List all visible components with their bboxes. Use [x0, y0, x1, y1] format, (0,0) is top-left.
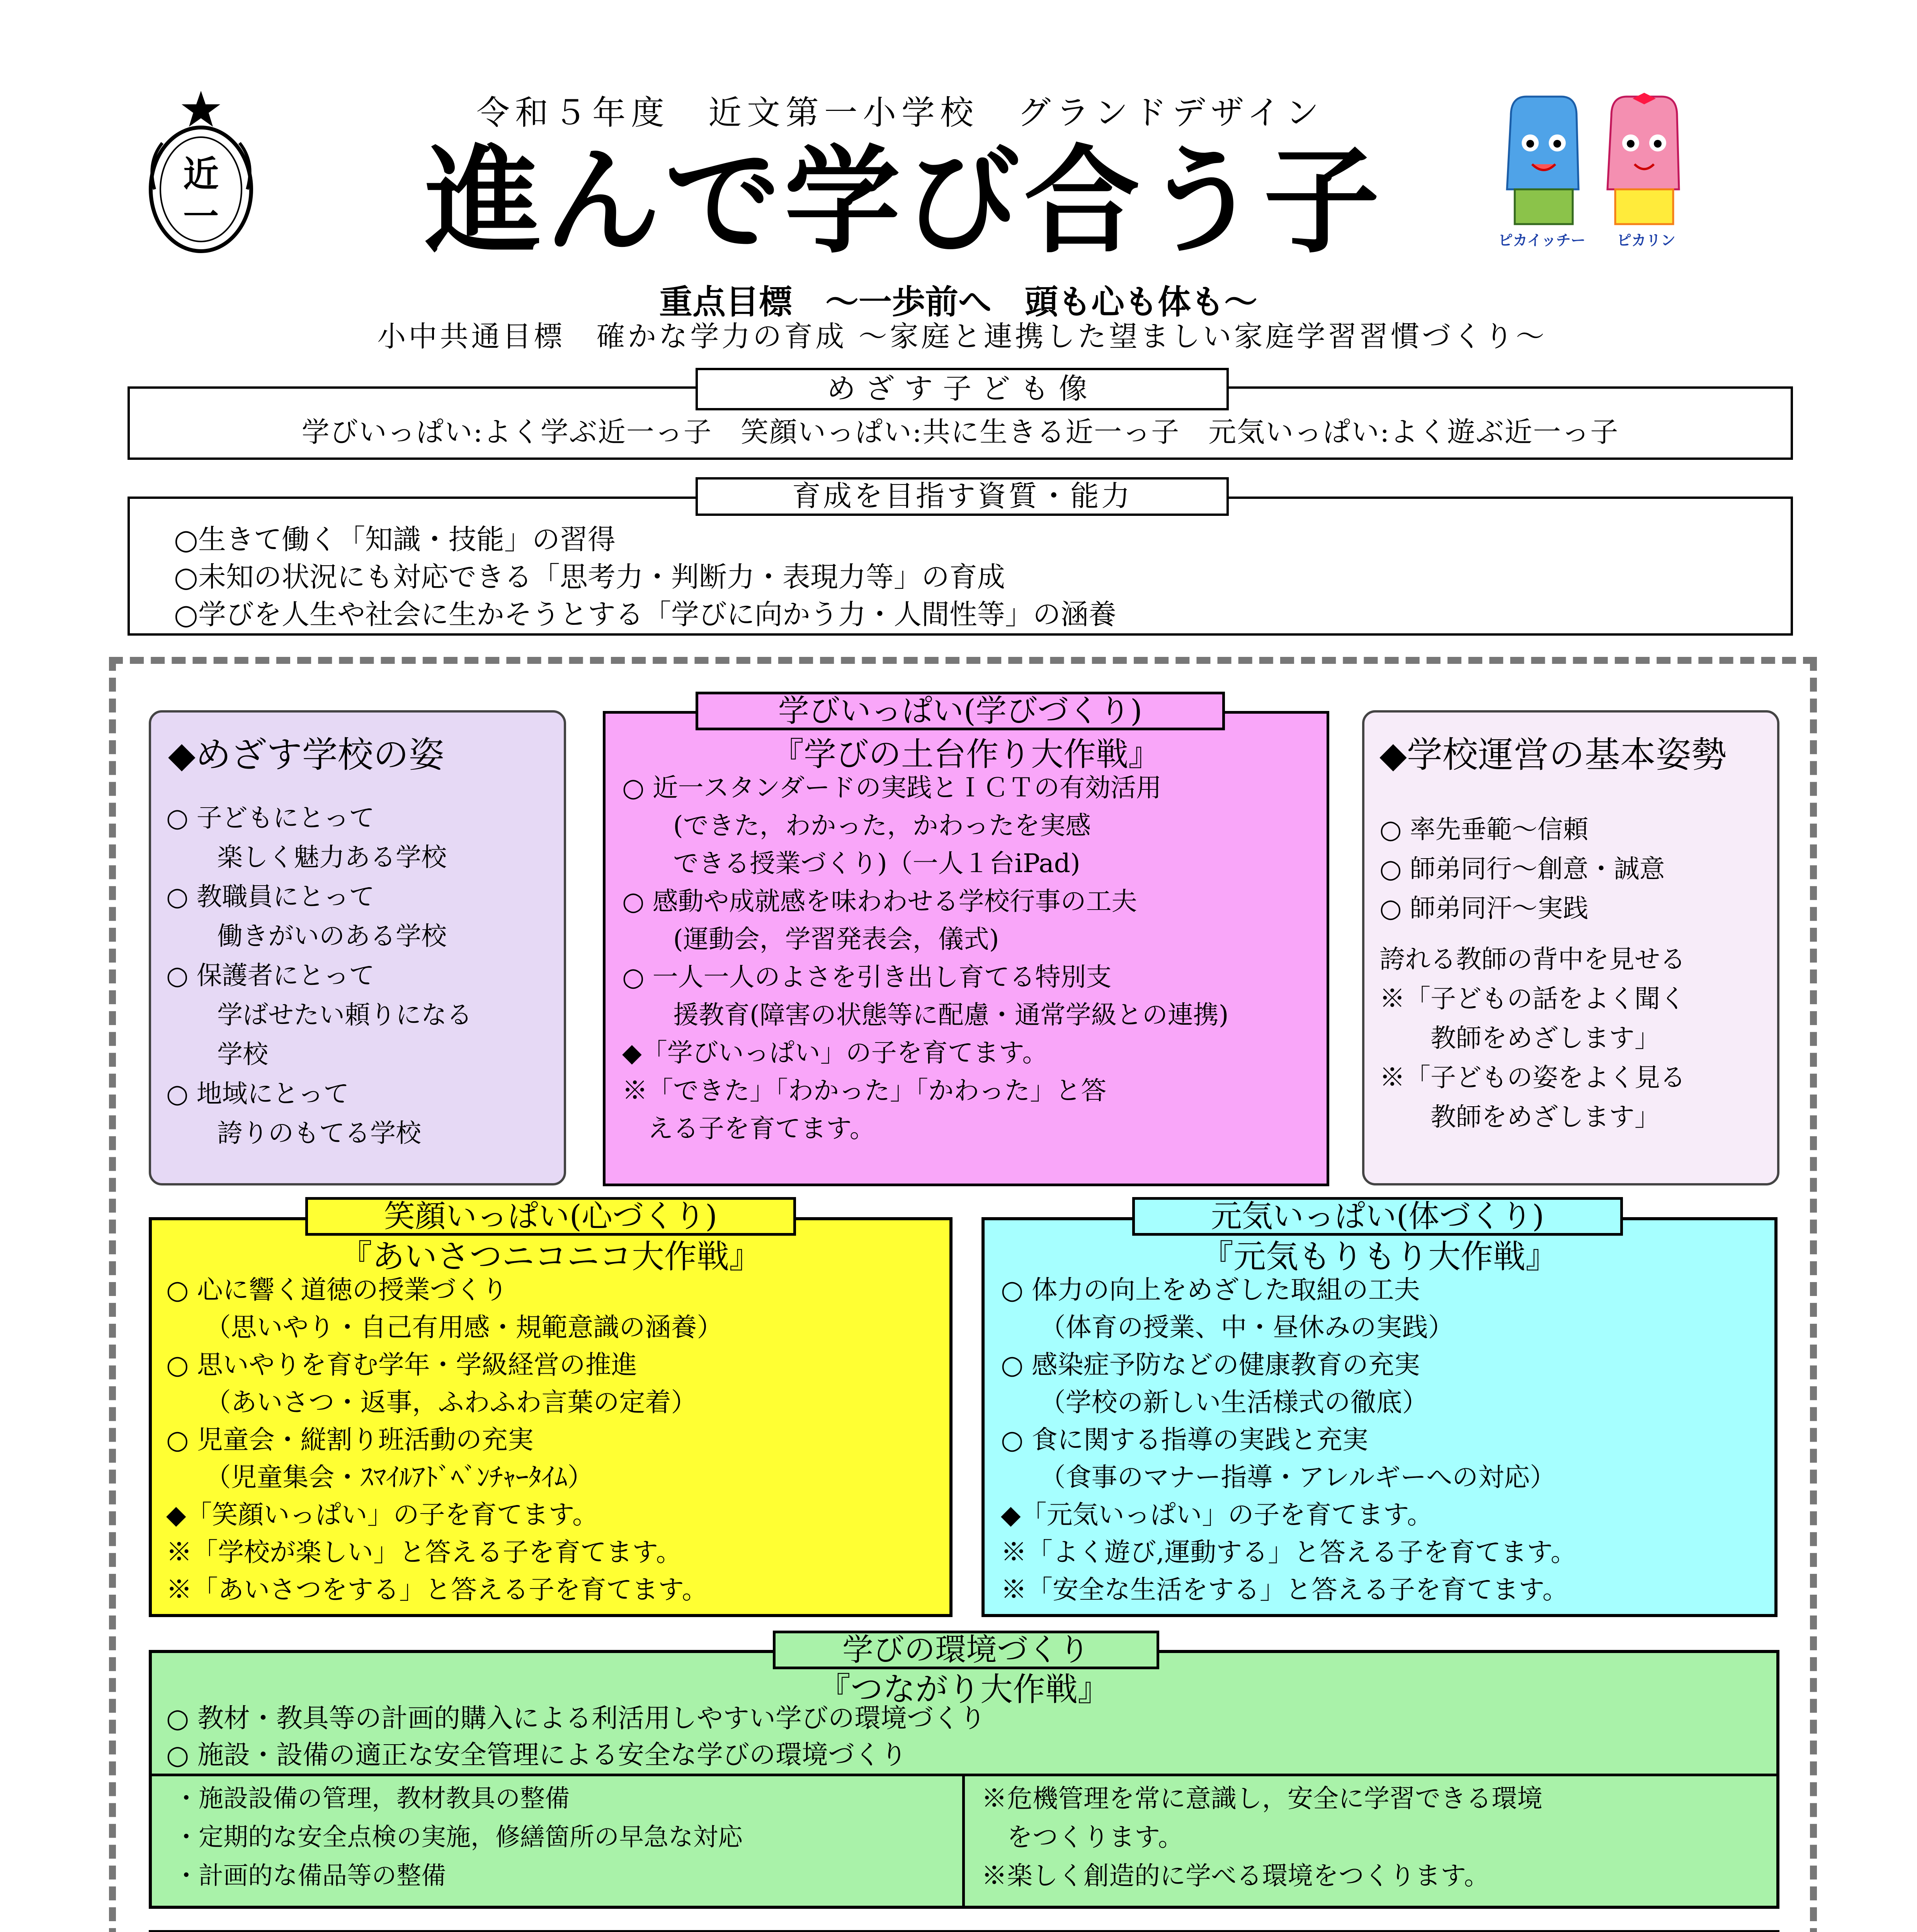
aim-text: 学びいっぱい:よく学ぶ近一っ子 笑顔いっぱい:共に生きる近一っ子 元気いっぱい:よく遊ぶ近一っ子 [301, 416, 1619, 448]
smile-list [166, 1271, 723, 1609]
grand-design-title: 令和５年度 近文第一小学校 グランドデザイン [476, 94, 1324, 132]
learning-line: ○ 一人一人のよさを引き出し育てる特別支 [622, 962, 1112, 992]
mascot-characters [1484, 93, 1716, 259]
school-line: 働きがいのある学校 [166, 921, 447, 951]
environment-goal: ○ 施設・設備の適正な安全管理による安全な学びの環境づくり [166, 1740, 907, 1770]
school-ideal-list [166, 798, 472, 1153]
ability-item: ○生きて働く「知識・技能」の習得 [174, 523, 616, 556]
mascot-2-name: ピカリン [1616, 232, 1676, 249]
health-list [1001, 1271, 1577, 1609]
learning-tag: 学びいっぱい(学びづくり) [696, 692, 1225, 730]
ability-tag: 育成を目指す資質・能力 [696, 477, 1229, 516]
health-line: （食事のマナー指導・アレルギーへの対応） [1001, 1462, 1556, 1492]
learning-line: できる授業づくり)（一人１台iPad) [622, 849, 1080, 878]
focus-goal: 重点目標 ～一歩前へ 頭も心も体も～ [659, 282, 1257, 321]
environment-actions [174, 1779, 743, 1895]
management-line: ○ 師弟同汗～実践 [1379, 893, 1589, 923]
health-strategy: 『元気もりもり大作戦』 [1201, 1238, 1558, 1276]
smile-line: （児童集会・ｽﾏｲﾙｱﾄﾞﾍﾞﾝﾁｬｰﾀｲﾑ） [166, 1462, 594, 1492]
management-title: ◆学校運営の基本姿勢 [1379, 734, 1727, 776]
learning-strategy: 『学びの土台作り大作戦』 [771, 735, 1161, 773]
svg-text:一: 一 [183, 196, 219, 237]
school-line: 楽しく魅力ある学校 [166, 842, 447, 872]
environment-pledge: をつくります。 [981, 1822, 1184, 1852]
brush-calligraphy-title: 進んで学び合う子 [425, 133, 1383, 269]
learning-line: ○ 近一スタンダードの実践とＩＣＴの有効活用 [622, 773, 1162, 803]
health-line: ※「安全な生活をする」と答える子を育てます。 [1001, 1575, 1568, 1605]
health-line: ○ 感染症予防などの健康教育の充実 [1001, 1350, 1420, 1380]
learning-line: ※「できた」「わかった」「かわった」と答 [622, 1076, 1107, 1105]
smile-line: ※「あいさつをする」と答える子を育てます。 [166, 1575, 708, 1605]
environment-action: ・計画的な備品等の整備 [174, 1862, 446, 1890]
environment-pledge: ※危機管理を常に意識し，安全に学習できる環境 [981, 1784, 1543, 1813]
year-timeline-table [149, 1930, 1779, 1932]
health-line: ◆「元気いっぱい」の子を育てます。 [1001, 1500, 1433, 1530]
ability-item: ○学びを人生や社会に生かそうとする「学びに向かう力・人間性等」の涵養 [174, 598, 1116, 631]
divider [962, 1774, 965, 1909]
school-line: 学校 [166, 1039, 268, 1069]
health-line: ※「よく遊び,運動する」と答える子を育てます。 [1001, 1537, 1577, 1567]
smile-tag: 笑顔いっぱい(心づくり) [305, 1197, 796, 1236]
school-line: ○ 子どもにとって [166, 803, 375, 833]
ability-list [174, 521, 1116, 633]
smile-line: ○ 思いやりを育む学年・学級経営の推進 [166, 1350, 637, 1380]
management-list [1379, 810, 1686, 1137]
school-ideal-title: ◆めざす学校の姿 [168, 734, 444, 776]
learning-list [622, 769, 1229, 1148]
mascot-1-name: ピカイッチー [1498, 232, 1586, 249]
smile-line: ○ 児童会・縦割り班活動の充実 [166, 1425, 534, 1455]
learning-line: (運動会，学習発表会，儀式) [622, 924, 999, 954]
smile-line: ○ 心に響く道徳の授業づくり [166, 1275, 508, 1305]
smile-line: ◆「笑顔いっぱい」の子を育てます。 [166, 1500, 599, 1530]
school-line: ○ 地域にとって [166, 1079, 349, 1109]
school-line: ○ 保護者にとって [166, 961, 375, 990]
management-line: 教師をめざします」 [1379, 1023, 1660, 1053]
health-tag: 元気いっぱい(体づくり) [1132, 1197, 1623, 1236]
management-line: ○ 率先垂範～信頼 [1379, 815, 1589, 844]
learning-line: ○ 感動や成就感を味わわせる学校行事の工夫 [622, 886, 1137, 916]
smile-line: （思いやり・自己有用感・規範意識の涵養） [166, 1312, 723, 1342]
shared-goal: 小中共通目標 確かな学力の育成 ～家庭と連携した望ましい家庭学習習慣づくり～ [377, 320, 1547, 353]
management-line: 教師をめざします」 [1379, 1102, 1660, 1132]
environment-pledges [981, 1779, 1543, 1895]
health-line: （学校の新しい生活様式の徹底） [1001, 1387, 1428, 1417]
environment-tag: 学びの環境づくり [773, 1631, 1159, 1669]
environment-strategy: 『つながり大作戦』 [818, 1670, 1110, 1708]
management-line: ○ 師弟同行～創意・誠意 [1379, 854, 1665, 884]
svg-text:近: 近 [183, 153, 219, 195]
mascot-pikaicchi-icon [1507, 97, 1579, 224]
learning-line: ◆「学びいっぱい」の子を育てます。 [622, 1038, 1048, 1068]
school-line: ○ 教職員にとって [166, 882, 375, 912]
management-line: ※「子どもの姿をよく見る [1379, 1063, 1686, 1092]
smile-line: ※「学校が楽しい」と答える子を育てます。 [166, 1537, 682, 1567]
environment-action: ・定期的な安全点検の実施，修繕箇所の早急な対応 [174, 1823, 743, 1852]
environment-action: ・施設設備の管理，教材教具の整備 [174, 1784, 570, 1813]
environment-goals [166, 1700, 986, 1774]
management-line: 誇れる教師の背中を見せる [1379, 944, 1686, 974]
health-line: ○ 食に関する指導の実践と充実 [1001, 1425, 1368, 1455]
ability-item: ○未知の状況にも対応できる「思考力・判断力・表現力等」の育成 [174, 561, 1005, 593]
environment-pledge: ※楽しく創造的に学べる環境をつくります。 [981, 1861, 1490, 1891]
mascot-pikarin-icon [1607, 93, 1679, 224]
learning-line: える子を育てます。 [622, 1114, 875, 1143]
environment-goal: ○ 教材・教具等の計画的購入による利活用しやすい学びの環境づくり [166, 1703, 986, 1734]
health-line: ○ 体力の向上をめざした取組の工夫 [1001, 1275, 1420, 1305]
aim-tag: めざす子ども像 [696, 368, 1229, 410]
learning-line: 援教育(障害の状態等に配慮・通常学級との連携) [622, 1000, 1229, 1030]
smile-strategy: 『あいさつニコニコ大作戦』 [339, 1238, 762, 1276]
school-emblem [139, 85, 263, 267]
management-line: ※「子どもの話をよく聞く [1379, 984, 1686, 1014]
health-line: （体育の授業、中・昼休みの実践） [1001, 1312, 1454, 1342]
smile-line: （あいさつ・返事，ふわふわ言葉の定着） [166, 1387, 697, 1417]
school-line: 誇りのもてる学校 [166, 1118, 421, 1148]
school-line: 学ばせたい頼りになる [166, 1000, 472, 1030]
learning-line: (できた，わかった，かわったを実感 [622, 811, 1091, 840]
